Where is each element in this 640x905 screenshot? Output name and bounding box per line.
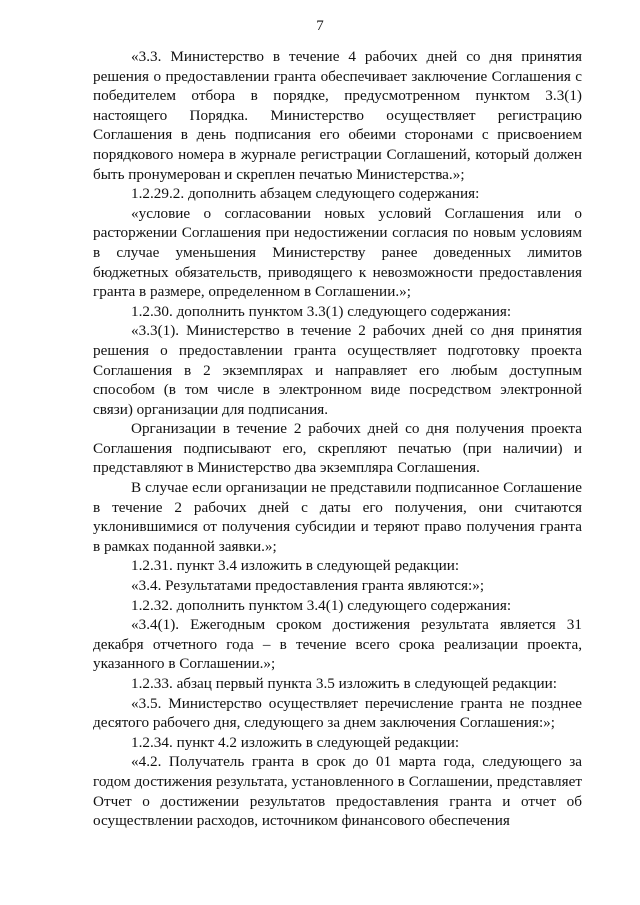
paragraph-1-2-34: 1.2.34. пункт 4.2 изложить в следующей редакции:: [131, 733, 460, 751]
paragraph-3-4-1: «3.4(1). Ежегодным сроком достижения результата является 31 декабря отчетного года – в течение всего срока реализации проекта, указанного в Соглашении.»;: [93, 616, 582, 673]
document-body: [93, 47, 582, 831]
paragraph-1-2-29-2: 1.2.29.2. дополнить абзацем следующего содержания:: [131, 185, 480, 203]
paragraph-3-3: «3.3. Министерство в течение 4 рабочих дней со дня принятия решения о предоставлении гранта обеспечивает заключение Соглашения с победителем отбора в порядке, предусмотренном пунктом 3.3(1) настоящего Порядка. Министерство осуществляет регистрацию Соглашения в день подписания его обеими сторонами с присвоением порядкового номера в журнале регистрации Соглашений, который должен быть пронумерован и скреплен печатью Министерства.»;: [93, 48, 582, 183]
paragraph-3-3-1: «3.3(1). Министерство в течение 2 рабочих дней со дня принятия решения о предоставлении гранта осуществляет подготовку проекта Соглашения в 2 экземплярах и направляет его любым доступным способом (в том числе в электронном виде посредством электронной связи) организации для подписания.: [93, 322, 582, 418]
paragraph-4-2: «4.2. Получатель гранта в срок до 01 марта года, следующего за годом достижения результата, установленного в Соглашении, представляет Отчет о достижении результатов предоставления гранта и отчет об осуществлении расходов, источником финансового обеспечения: [93, 753, 582, 830]
paragraph-3-5: «3.5. Министерство осуществляет перечисление гранта не позднее десятого рабочего дня, следующего за днем заключения Соглашения:»;: [93, 694, 582, 732]
paragraph-1-2-31: 1.2.31. пункт 3.4 изложить в следующей редакции:: [131, 557, 460, 575]
paragraph-1-2-32: 1.2.32. дополнить пунктом 3.4(1) следующего содержания:: [131, 596, 512, 614]
paragraph-3-4: «3.4. Результатами предоставления гранта являются:»;: [131, 577, 485, 595]
paragraph-1-2-30: 1.2.30. дополнить пунктом 3.3(1) следующего содержания:: [131, 302, 512, 320]
page-number: 7: [316, 18, 324, 34]
paragraph-1-2-33: 1.2.33. абзац первый пункта 3.5 изложить в следующей редакции:: [131, 675, 557, 692]
paragraph-condition-clause: «условие о согласовании новых условий Соглашения или о расторжении Соглашения при недостижении согласия по новым условиям в случае уменьшения Министерству ранее доведенных лимитов бюджетных обязательств, приводящего к невозможности предоставления гранта в размере, определенном в Соглашении.»;: [93, 204, 582, 301]
paragraph-organizations-signing: Организации в течение 2 рабочих дней со дня получения проекта Соглашения подписывают его, скрепляют печатью (при наличии) и представляют в Министерство два экземпляра Соглашения.: [93, 420, 582, 477]
paragraph-evasion-case: В случае если организации не представили подписанное Соглашение в течение 2 рабочих дней с даты его получения, они считаются уклонившимися от получения субсидии и теряют право получения гранта в рамках поданной заявки.»;: [93, 479, 582, 555]
